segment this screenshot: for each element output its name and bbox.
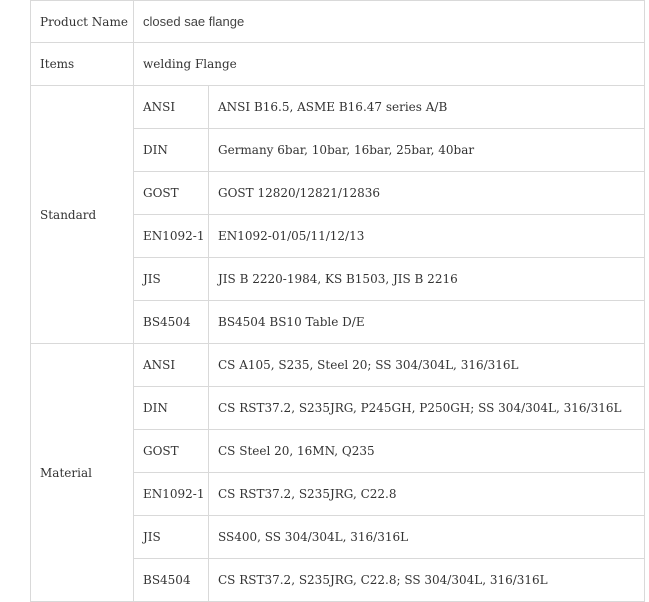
standard-code: ANSI [134,86,209,129]
product-name-label: Product Name [31,1,134,43]
material-code: DIN [134,387,209,430]
standard-value: BS4504 BS10 Table D/E [209,301,645,344]
material-code: BS4504 [134,559,209,602]
material-code: EN1092-1 [134,473,209,516]
items-value: welding Flange [134,43,645,86]
material-code: GOST [134,430,209,473]
standard-code: GOST [134,172,209,215]
standard-code: EN1092-1 [134,215,209,258]
standard-value: EN1092-01/05/11/12/13 [209,215,645,258]
material-value: SS400, SS 304/304L, 316/316L [209,516,645,559]
standard-code: JIS [134,258,209,301]
standard-value: Germany 6bar, 10bar, 16bar, 25bar, 40bar [209,129,645,172]
standard-value: ANSI B16.5, ASME B16.47 series A/B [209,86,645,129]
material-value: CS RST37.2, S235JRG, P245GH, P250GH; SS 304/304L, 316/316L [209,387,645,430]
material-code: JIS [134,516,209,559]
product-name-value: closed sae flange [134,1,645,43]
table-row [31,344,645,387]
items-row [31,43,645,86]
standard-label: Standard [31,86,134,344]
material-value: CS RST37.2, S235JRG, C22.8 [209,473,645,516]
product-name-row [31,1,645,43]
standard-value: JIS B 2220-1984, KS B1503, JIS B 2216 [209,258,645,301]
material-value: CS RST37.2, S235JRG, C22.8; SS 304/304L, 316/316L [209,559,645,602]
items-label: Items [31,43,134,86]
material-value: CS Steel 20, 16MN, Q235 [209,430,645,473]
table-row [31,86,645,129]
standard-value: GOST 12820/12821/12836 [209,172,645,215]
material-value: CS A105, S235, Steel 20; SS 304/304L, 316/316L [209,344,645,387]
standard-code: DIN [134,129,209,172]
material-code: ANSI [134,344,209,387]
material-label: Material [31,344,134,602]
standard-code: BS4504 [134,301,209,344]
spec-table [30,0,645,602]
